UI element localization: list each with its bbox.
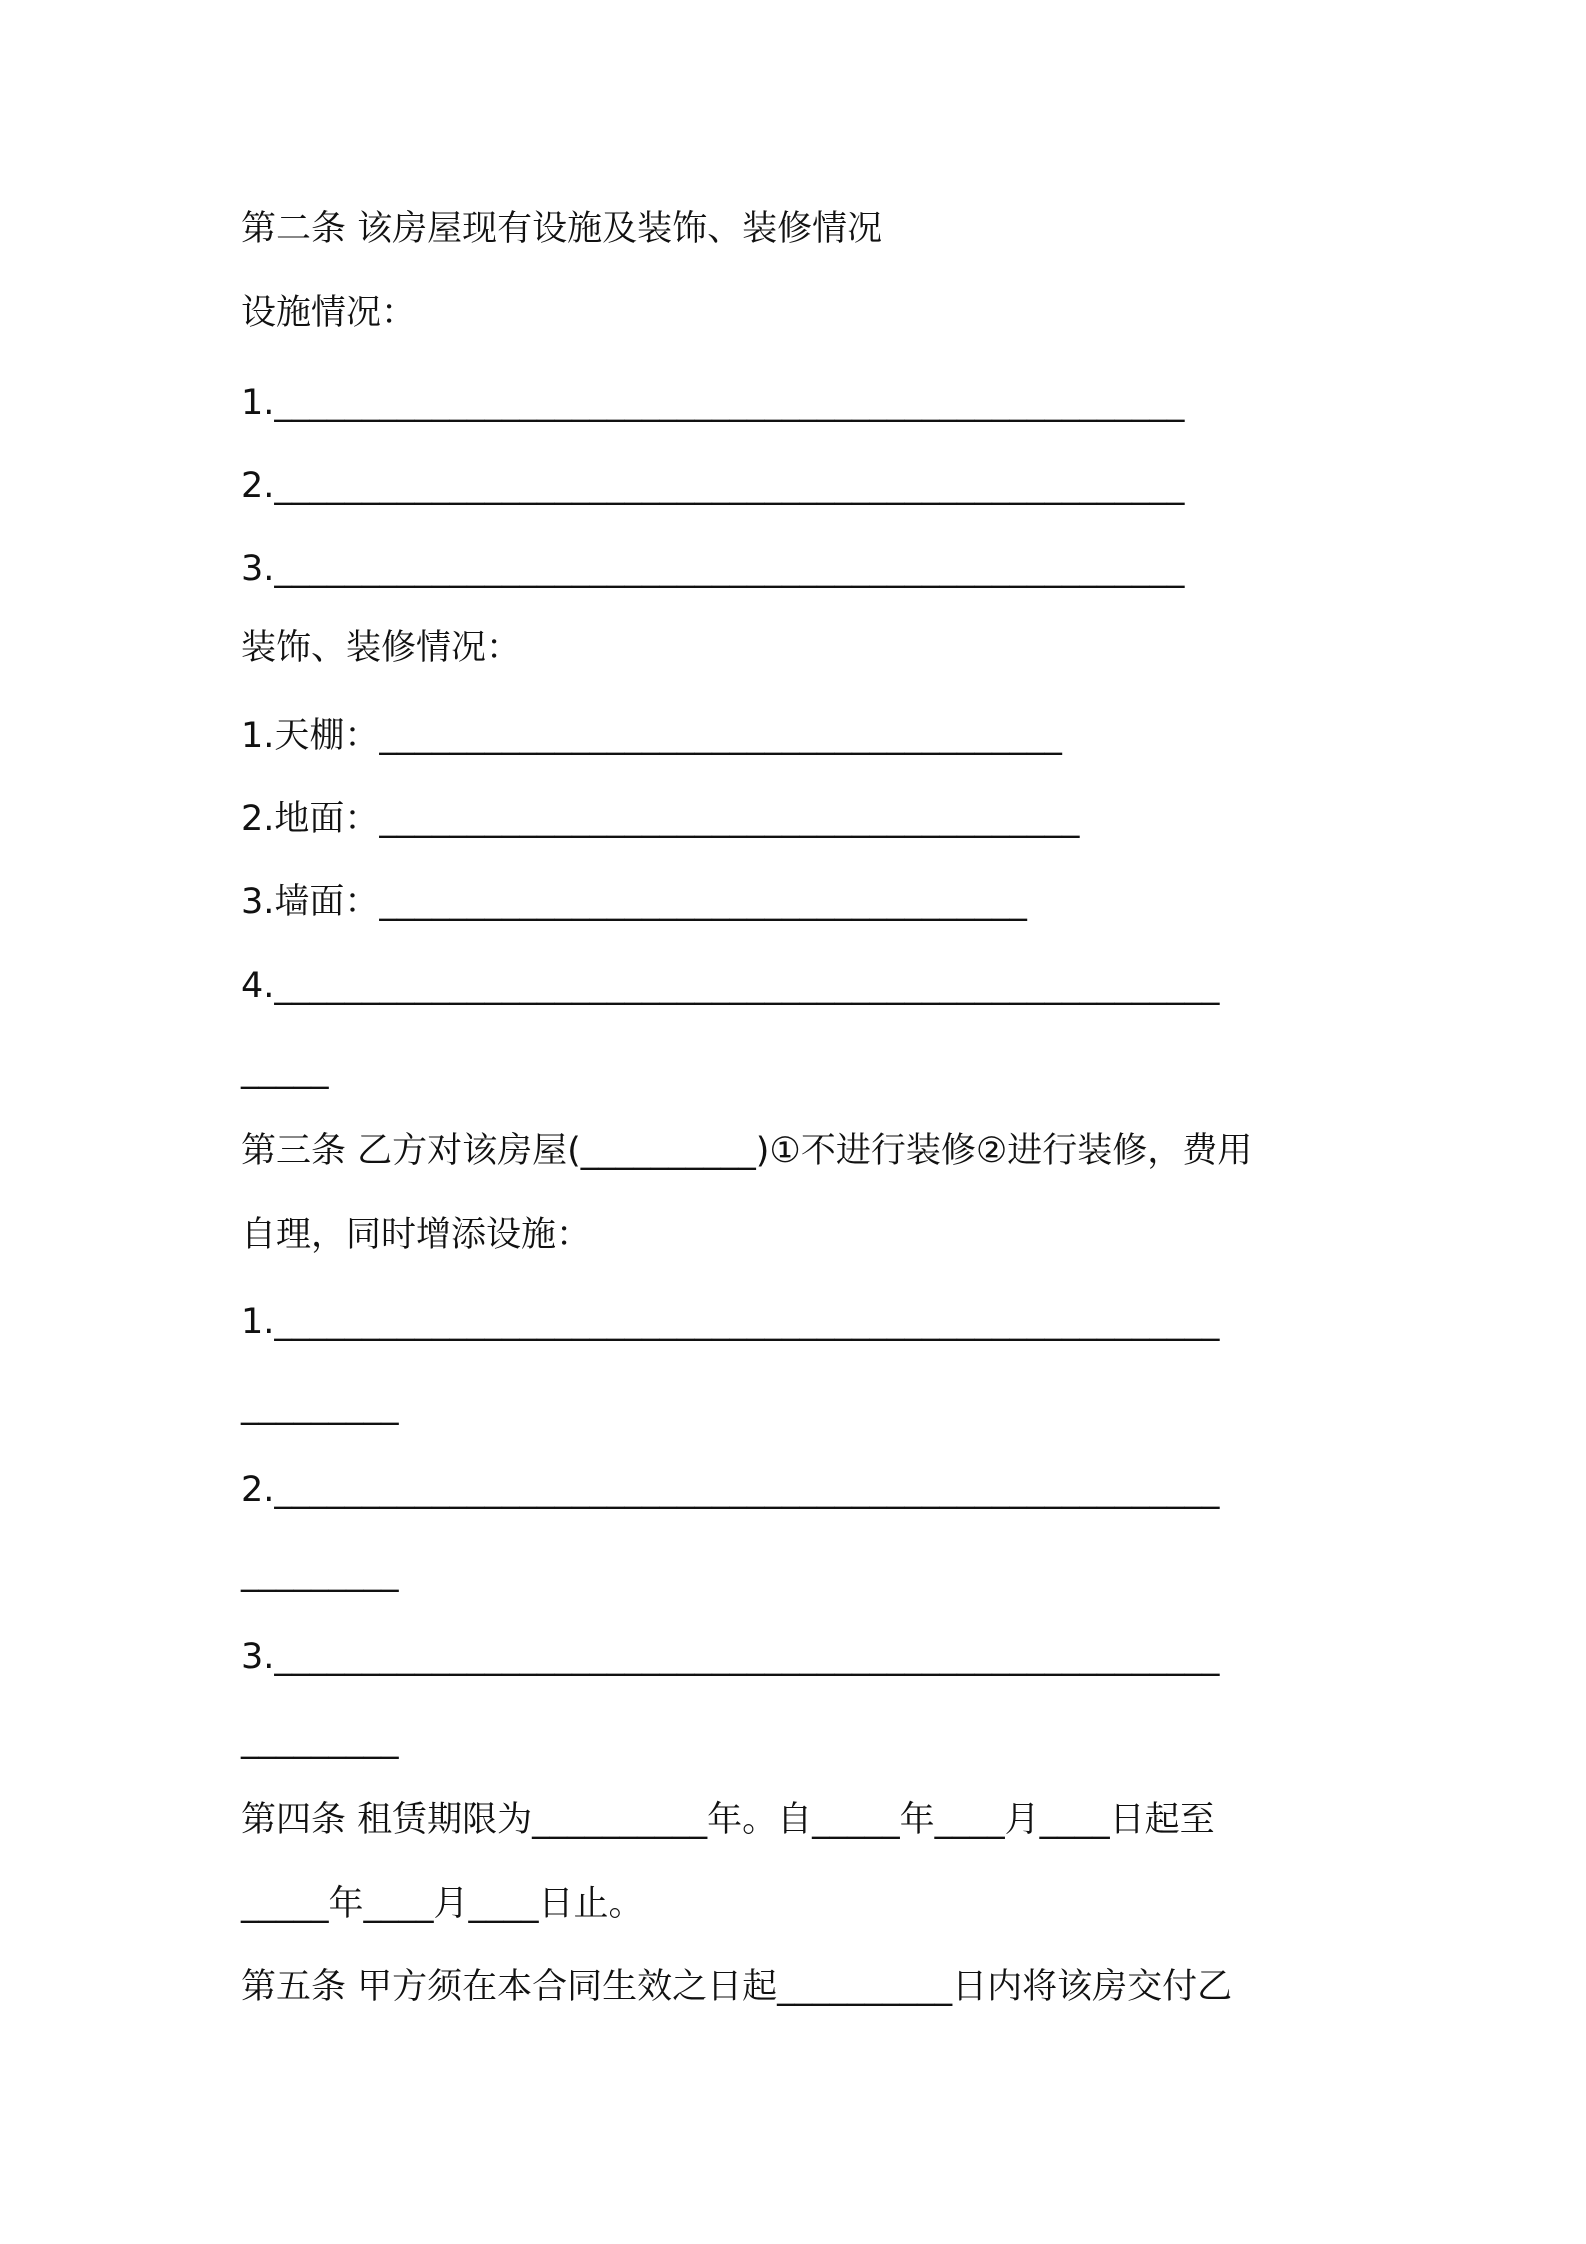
facility-item-1: 1.____________________________________________________ (241, 383, 1185, 423)
article-5-line-1: 第五条 甲方须在本合同生效之日起__________日内将该房交付乙 (241, 1967, 1233, 2007)
facility-item-2: 2.____________________________________________________ (241, 466, 1185, 506)
article-3-line-2: 自理，同时增添设施： (241, 1215, 592, 1255)
article-4-line-2: _____年____月____日止。 (241, 1884, 644, 1924)
added-facility-3-continuation: _________ (241, 1720, 399, 1760)
decoration-wall: 3.墙面：_____________________________________ (241, 882, 1027, 922)
decoration-floor: 2.地面：________________________________________ (241, 799, 1080, 839)
article-3-line-1: 第三条 乙方对该房屋(__________)①不进行装修②进行装修，费用 (241, 1131, 1253, 1171)
facility-item-3: 3.____________________________________________________ (241, 549, 1185, 589)
article-2-heading: 第二条 该房屋现有设施及装饰、装修情况 (241, 209, 883, 249)
decoration-ceiling: 1.天棚：_______________________________________ (241, 716, 1062, 756)
added-facility-1-continuation: _________ (241, 1386, 399, 1426)
added-facility-1: 1.______________________________________________________ (241, 1302, 1220, 1342)
facilities-label: 设施情况： (241, 293, 417, 333)
decoration-label: 装饰、装修情况： (241, 628, 522, 668)
added-facility-3: 3.______________________________________________________ (241, 1637, 1220, 1677)
article-4-line-1: 第四条 租赁期限为__________年。自_____年____月____日起至 (241, 1800, 1215, 1840)
decoration-item-4: 4.______________________________________________________ (241, 966, 1220, 1006)
decoration-item-4-continuation: _____ (241, 1050, 329, 1090)
added-facility-2: 2.______________________________________________________ (241, 1470, 1220, 1510)
added-facility-2-continuation: _________ (241, 1553, 399, 1593)
